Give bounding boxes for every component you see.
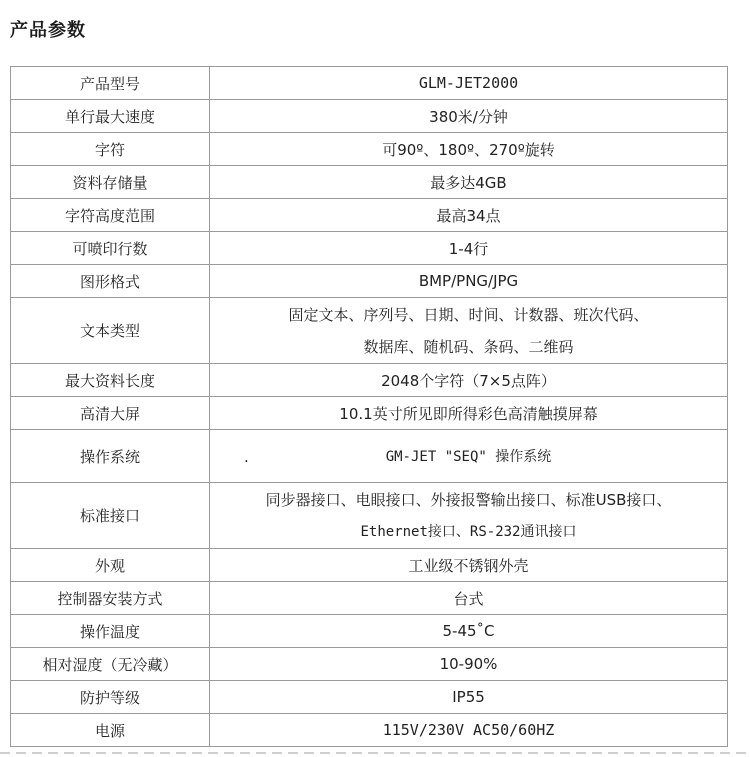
row-label-humidity: 相对湿度（无冷藏） <box>11 648 210 681</box>
table-row <box>11 199 728 232</box>
row-value-os <box>210 430 728 483</box>
row-value-storage: 最多达4GB <box>210 166 728 199</box>
row-value-characters: 可90º、180º、270º旋转 <box>210 133 728 166</box>
stray-dot: . <box>244 448 249 466</box>
os-value-text: GM-JET "SEQ" 操作系统 <box>385 449 552 465</box>
row-label-protection: 防护等级 <box>11 681 210 714</box>
row-value-mounting: 台式 <box>210 582 728 615</box>
row-label-image-format: 图形格式 <box>11 265 210 298</box>
table-row <box>11 430 728 483</box>
row-label-power: 电源 <box>11 714 210 747</box>
row-label-appearance: 外观 <box>11 549 210 582</box>
row-value-max-length: 2048个字符（7×5点阵） <box>210 364 728 397</box>
row-value-protection: IP55 <box>210 681 728 714</box>
table-row <box>11 648 728 681</box>
table-row <box>11 298 728 364</box>
row-value-appearance: 工业级不锈钢外壳 <box>210 549 728 582</box>
table-row <box>11 166 728 199</box>
row-label-screen: 高清大屏 <box>11 397 210 430</box>
table-row <box>11 67 728 100</box>
table-row <box>11 397 728 430</box>
table-row <box>11 483 728 549</box>
row-label-text-types: 文本类型 <box>11 298 210 364</box>
row-value-interfaces <box>210 483 728 549</box>
row-value-power: 115V/230V AC50/60HZ <box>210 714 728 747</box>
row-value-text-types <box>210 298 728 364</box>
bottom-divider <box>0 752 750 754</box>
row-value-screen: 10.1英寸所见即所得彩色高清触摸屏幕 <box>210 397 728 430</box>
row-label-max-length: 最大资料长度 <box>11 364 210 397</box>
table-row <box>11 100 728 133</box>
row-value-image-format: BMP/PNG/JPG <box>210 265 728 298</box>
row-label-model: 产品型号 <box>11 67 210 100</box>
table-row <box>11 364 728 397</box>
table-row <box>11 615 728 648</box>
row-value-speed: 380米/分钟 <box>210 100 728 133</box>
row-value-temperature: 5-45˚C <box>210 615 728 648</box>
interfaces-line-2: Ethernet接口、RS-232通讯接口 <box>360 523 577 540</box>
interfaces-line-1: 同步器接口、电眼接口、外接报警输出接口、标准USB接口、 <box>265 490 672 509</box>
row-label-interfaces: 标准接口 <box>11 483 210 549</box>
row-label-characters: 字符 <box>11 133 210 166</box>
row-label-char-height: 字符高度范围 <box>11 199 210 232</box>
table-row <box>11 232 728 265</box>
product-specs-table <box>10 66 728 747</box>
row-label-speed: 单行最大速度 <box>11 100 210 133</box>
row-label-temperature: 操作温度 <box>11 615 210 648</box>
row-label-os: 操作系统 <box>11 430 210 483</box>
table-row <box>11 549 728 582</box>
text-types-line-1: 固定文本、序列号、日期、时间、计数器、班次代码、 <box>288 305 649 324</box>
table-row <box>11 714 728 747</box>
table-row <box>11 133 728 166</box>
table-row <box>11 265 728 298</box>
row-value-humidity: 10-90% <box>210 648 728 681</box>
row-label-print-lines: 可喷印行数 <box>11 232 210 265</box>
row-label-mounting: 控制器安装方式 <box>11 582 210 615</box>
section-title: 产品参数 <box>10 20 86 41</box>
row-value-char-height: 最高34点 <box>210 199 728 232</box>
row-value-print-lines: 1-4行 <box>210 232 728 265</box>
row-value-model: GLM-JET2000 <box>210 67 728 100</box>
table-row <box>11 681 728 714</box>
text-types-line-2: 数据库、随机码、条码、二维码 <box>363 337 574 356</box>
table-row <box>11 582 728 615</box>
row-label-storage: 资料存储量 <box>11 166 210 199</box>
